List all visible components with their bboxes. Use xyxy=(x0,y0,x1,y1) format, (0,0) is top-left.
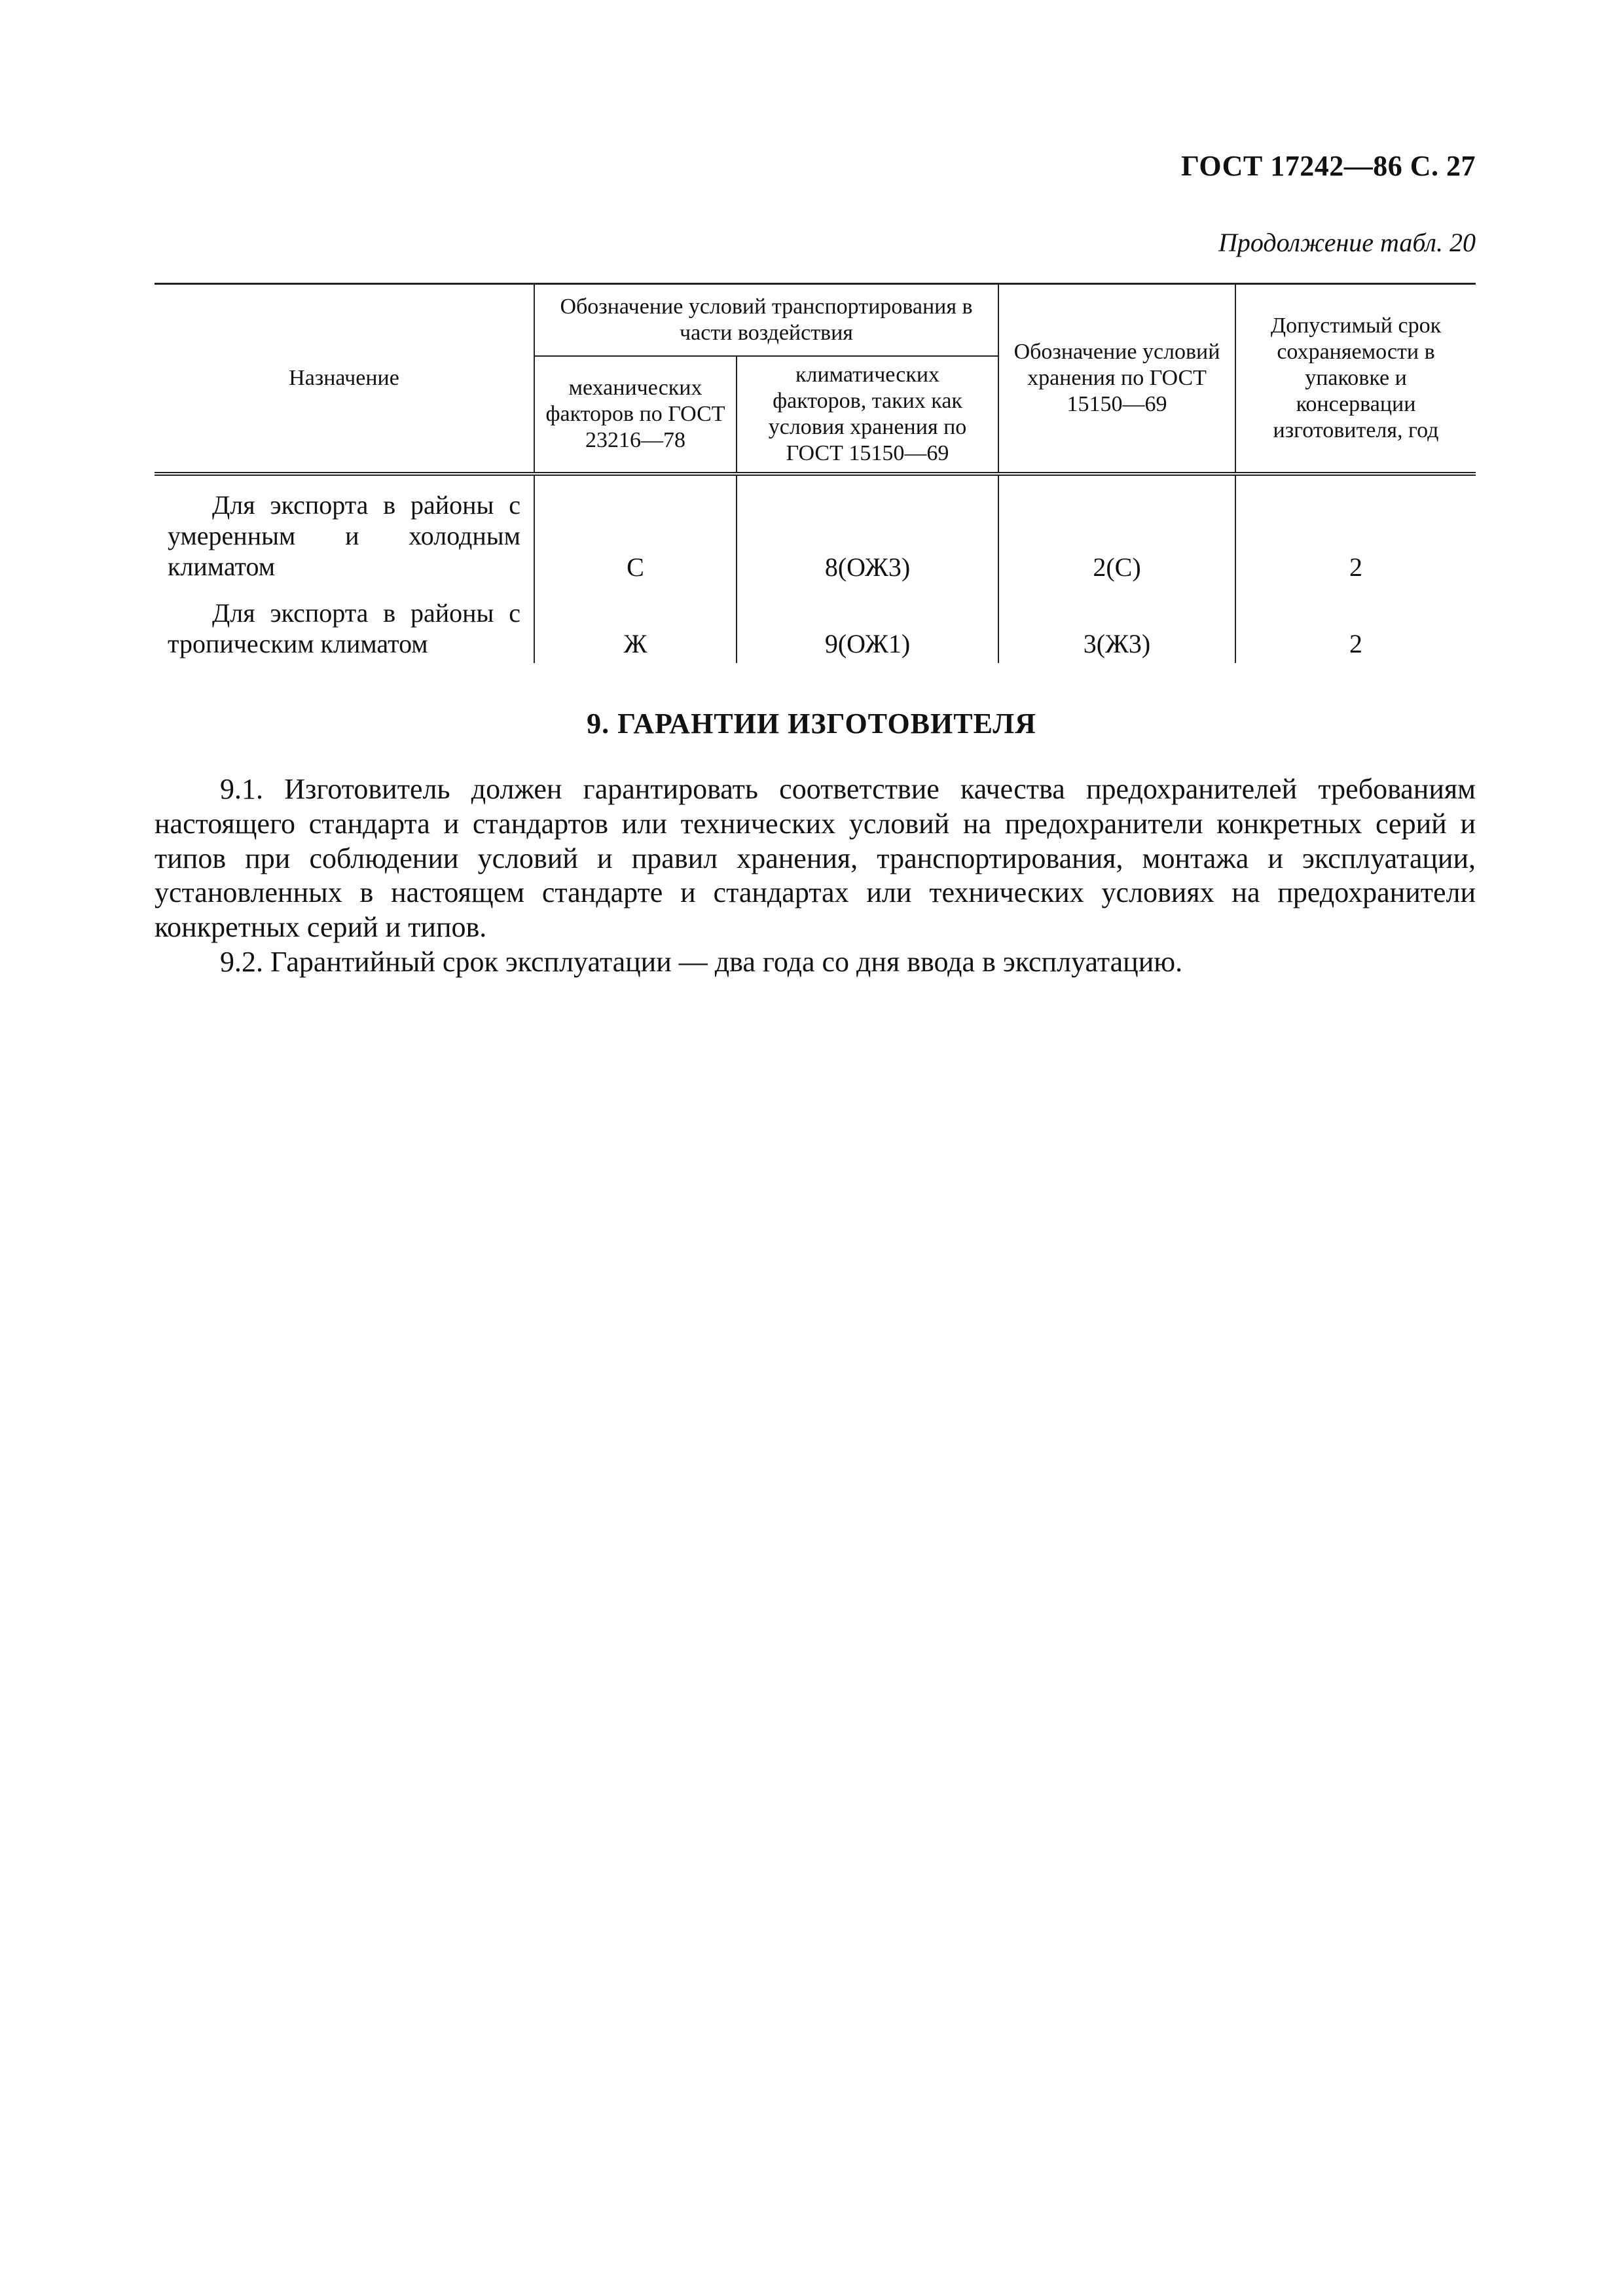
table-row xyxy=(155,474,1476,588)
header-purpose: Назначение xyxy=(155,284,534,475)
paragraph-9-2: 9.2. Гарантийный срок эксплуатации — два года со дня ввода в эксплуатацию. xyxy=(220,945,1183,978)
cell-shelf-life: 2 xyxy=(1235,474,1476,588)
header-climatic: климатических факторов, таких как условия хранения по ГОСТ 15150—69 xyxy=(737,356,998,474)
header-transport-group: Обозначение условий транспортирования в части воздействия xyxy=(534,284,998,357)
cell-mechanical: С xyxy=(534,474,737,588)
cell-storage: 2(С) xyxy=(998,474,1235,588)
section-title: 9. ГАРАНТИИ ИЗГОТОВИТЕЛЯ xyxy=(587,708,1036,740)
paragraph-9-1: 9.1. Изготовитель должен гарантировать соответствие качества предохранителей требованиям настоящего стандарта и стандартов или технических условий на предохранители конкретных серий и типов при соблюдении условий и правил хранения, транспортирования, монтажа и эксплуатации, установленных в настоящем стандарте и стандартах или технических условиях на предохранители конкретных серий и типов. xyxy=(155,773,1476,944)
section-body xyxy=(155,772,1476,980)
header-mechanical: механических факторов по ГОСТ 23216—78 xyxy=(534,356,737,474)
table-header xyxy=(155,284,1476,475)
cell-climatic: 9(ОЖ1) xyxy=(737,589,998,664)
header-shelf-life: Допустимый срок сохраняемости в упаковке и консервации изготовителя, год xyxy=(1235,284,1476,475)
table-row xyxy=(155,589,1476,664)
cell-shelf-life: 2 xyxy=(1235,589,1476,664)
cell-mechanical: Ж xyxy=(534,589,737,664)
cell-climatic: 8(ОЖ3) xyxy=(737,474,998,588)
table-body xyxy=(155,474,1476,663)
cell-purpose: Для экспорта в районы с умеренным и холодным климатом xyxy=(168,490,520,582)
data-table xyxy=(155,283,1476,663)
header-storage: Обозначение условий хранения по ГОСТ 15150—69 xyxy=(998,284,1235,475)
cell-purpose: Для экспорта в районы с тропическим климатом xyxy=(168,598,520,658)
table-caption: Продолжение табл. 20 xyxy=(1218,228,1476,257)
cell-storage: 3(Ж3) xyxy=(998,589,1235,664)
storage-conditions-table xyxy=(155,283,1476,663)
page-header: ГОСТ 17242—86 С. 27 xyxy=(1180,150,1476,182)
